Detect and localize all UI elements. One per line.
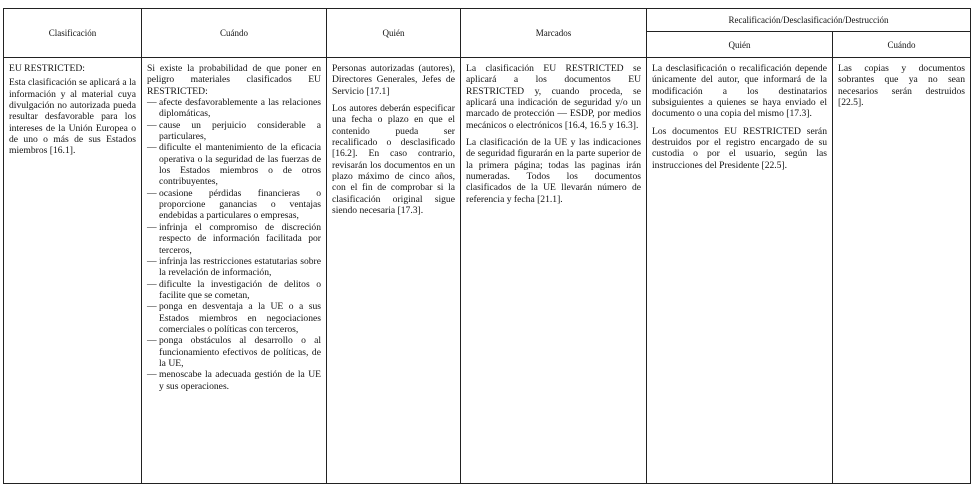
header-row bbox=[4, 9, 971, 32]
header-marcados: Marcados bbox=[461, 9, 647, 58]
list-item: — afecte desfavorablemente a las relaciones diplomáticas, bbox=[147, 97, 321, 120]
list-item: — ponga obstáculos al desarrollo o al funcionamiento efectivos de políticas, de la UE, bbox=[147, 335, 321, 369]
marcados-paragraph-1: La clasificación EU RESTRICTED se aplicará a los documentos EU RESTRICTED y, cuando proceda, se aplicará una indicación de seguridad y/o un marcado de protección — ESDP, por medios mecánicos o electrónicos [16.4, 16.5 y 16.3]. bbox=[466, 63, 641, 131]
list-item: — menoscabe la adecuada gestión de la UE y sus operaciones. bbox=[147, 369, 321, 392]
list-item: — cause un perjuicio considerable a particulares, bbox=[147, 120, 321, 143]
classification-table bbox=[3, 8, 971, 484]
cell-cuando bbox=[142, 58, 327, 484]
list-item: — infrinja el compromiso de discreción respecto de información facilitada por terceros, bbox=[147, 222, 321, 256]
list-item: — ponga en desventaja a la UE o a sus Estados miembros en negociaciones comerciales o políticas con terceros, bbox=[147, 301, 321, 335]
list-item: — dificulte el mantenimiento de la eficacia operativa o la seguridad de las fuerzas de los Estados miembros o de otros contribuyentes, bbox=[147, 142, 321, 187]
classification-title: EU RESTRICTED: bbox=[9, 63, 85, 74]
cell-clasificacion bbox=[4, 58, 142, 484]
header-clasificacion: Clasificación bbox=[4, 9, 142, 58]
cell-recal-quien bbox=[647, 58, 833, 484]
cell-marcados bbox=[461, 58, 647, 484]
subheader-quien: Quién bbox=[647, 32, 833, 58]
cuando-list bbox=[147, 97, 321, 392]
quien-paragraph-1: Personas autorizadas (autores), Directores Generales, Jefes de Servicio [17.1] bbox=[332, 63, 455, 97]
classification-text: Esta clasificación se aplicará a la información y al material cuya divulgación no autorizada pueda resultar desfavorable para los intereses de la Unión Europea o de uno o más de sus Estados miembros [16.1]. bbox=[9, 77, 136, 157]
header-group-recalificacion: Recalificación/Desclasificación/Destrucción bbox=[647, 9, 971, 32]
header-cuando: Cuándo bbox=[142, 9, 327, 58]
recal-quien-paragraph-2: Los documentos EU RESTRICTED serán destruidos por el registro encargado de su custodia o por el usuario, según las instrucciones del Presidente [22.5]. bbox=[652, 125, 827, 171]
marcados-paragraph-2: La clasificación de la UE y las indicaciones de seguridad figurarán en la parte superior de la primera página; todas las paginas irán numeradas. Todos los documentos clasificados de la UE llevarán número de referencia y fecha [21.1]. bbox=[466, 137, 641, 205]
cell-recal-cuando bbox=[833, 58, 971, 484]
cell-quien bbox=[327, 58, 461, 484]
subheader-cuando: Cuándo bbox=[833, 32, 971, 58]
recal-quien-paragraph-1: La desclasificación o recalificación depende únicamente del autor, que informará de la modificación a los destinatarios subsiguientes a quienes se haya enviado el documento o una copia del mismo [17.3]. bbox=[652, 63, 827, 120]
header-quien: Quién bbox=[327, 9, 461, 58]
list-item: — ocasione pérdidas financieras o proporcione ganancias o ventajas endebidas a particulares o empresas, bbox=[147, 188, 321, 222]
list-item: — dificulte la investigación de delitos o facilite que se cometan, bbox=[147, 279, 321, 302]
table-row bbox=[4, 58, 971, 484]
recal-cuando-paragraph-1: Las copias y documentos sobrantes que ya no sean necesarios serán destruidos [22.5]. bbox=[838, 63, 965, 109]
list-item: — infrinja las restricciones estatutarias sobre la revelación de información, bbox=[147, 256, 321, 279]
quien-paragraph-2: Los autores deberán especificar una fecha o plazo en que el contenido pueda ser recalificado o desclasificado [16.2]. En caso contrario, revisarán los documentos en un plazo máximo de cinco años, con el fin de comprobar si la clasificación original sigue siendo necesaria [17.3]. bbox=[332, 103, 455, 217]
cuando-intro: Si existe la probabilidad de que poner en peligro materiales clasificados EU RESTRICTED: bbox=[147, 63, 321, 97]
